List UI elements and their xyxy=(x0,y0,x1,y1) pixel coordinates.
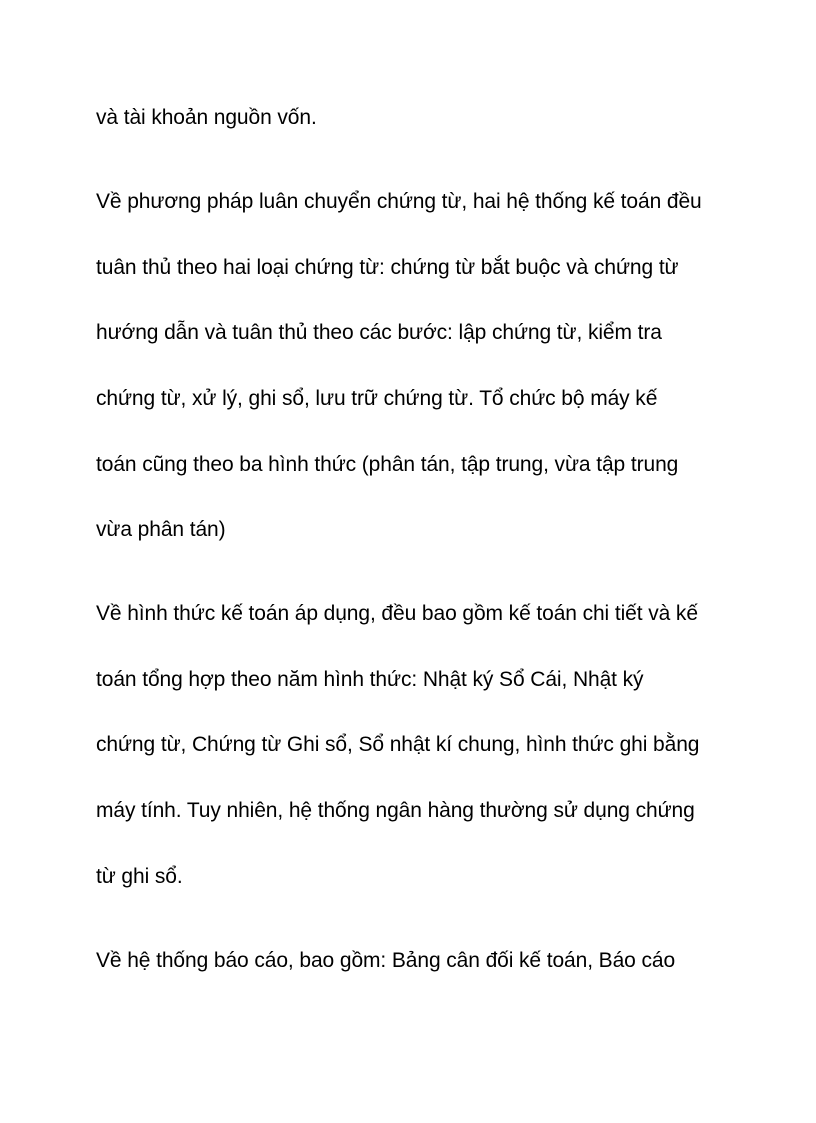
paragraph-2-line-3: hướng dẫn và tuân thủ theo các bước: lập chứng từ, kiểm tra xyxy=(96,321,662,344)
paragraph-3-line-2: toán tổng hợp theo năm hình thức: Nhật ký Sổ Cái, Nhật ký xyxy=(96,668,644,691)
paragraph-3-line-3: chứng từ, Chứng từ Ghi sổ, Sổ nhật kí chung, hình thức ghi bằng xyxy=(96,733,700,756)
paragraph-2-line-2: tuân thủ theo hai loại chứng từ: chứng từ bắt buộc và chứng từ xyxy=(96,256,679,279)
paragraph-2-line-5: toán cũng theo ba hình thức (phân tán, tập trung, vừa tập trung xyxy=(96,453,679,476)
paragraph-2-line-6: vừa phân tán) xyxy=(96,518,226,541)
paragraph-3-line-4: máy tính. Tuy nhiên, hệ thống ngân hàng thường sử dụng chứng xyxy=(96,799,695,822)
paragraph-1-line-1: và tài khoản nguồn vốn. xyxy=(96,106,317,129)
paragraph-2-line-4: chứng từ, xử lý, ghi sổ, lưu trữ chứng từ. Tổ chức bộ máy kế xyxy=(96,387,658,410)
paragraph-2-line-1: Về phương pháp luân chuyển chứng từ, hai hệ thống kế toán đều xyxy=(96,190,702,213)
paragraph-3-line-1: Về hình thức kế toán áp dụng, đều bao gồm kế toán chi tiết và kế xyxy=(96,602,698,625)
paragraph-4-line-1: Về hệ thống báo cáo, bao gồm: Bảng cân đối kế toán, Báo cáo xyxy=(96,949,676,972)
paragraph-3-line-5: từ ghi sổ. xyxy=(96,865,183,888)
